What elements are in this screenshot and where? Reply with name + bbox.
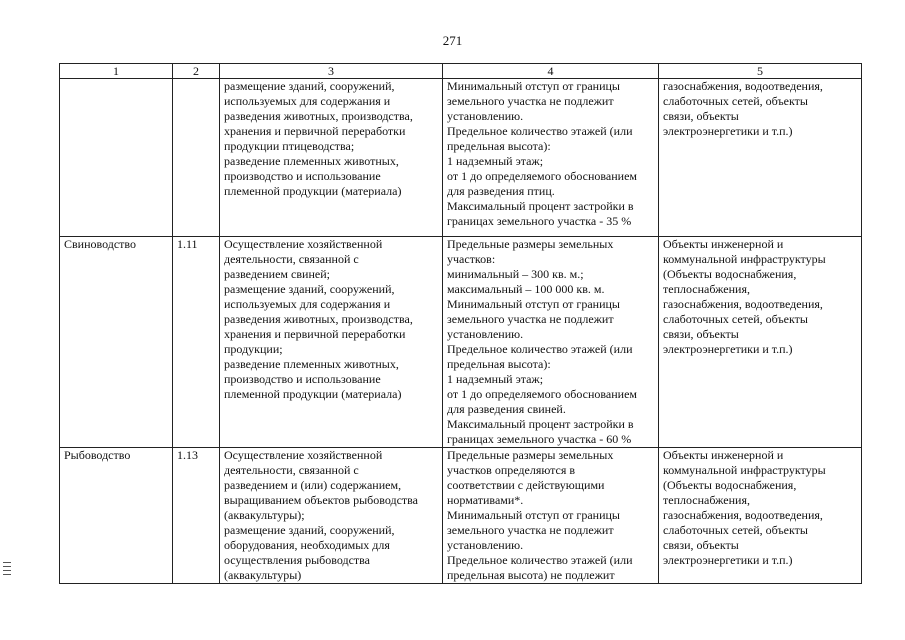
infrastructure-line: связи, объекты	[663, 327, 739, 341]
parameters-line: предельная высота):	[447, 357, 551, 371]
infrastructure-line: слаботочных сетей, объекты	[663, 94, 808, 108]
description-line: выращиванием объектов рыбоводства	[224, 493, 418, 507]
parameters-line: установлению.	[447, 327, 524, 341]
description-line: племенной продукции (материала)	[224, 184, 402, 198]
parameters-line: Предельные размеры земельных	[447, 448, 614, 462]
parameters-line: Предельные размеры земельных	[447, 237, 614, 251]
row-code-cell: 1.11	[173, 237, 220, 448]
infrastructure-line: (Объекты водоснабжения,	[663, 478, 797, 492]
table-row	[60, 237, 862, 448]
description-line: используемых для содержания и	[224, 94, 391, 108]
margin-marks	[3, 562, 11, 578]
description-line: размещение зданий, сооружений,	[224, 79, 395, 93]
parameters-line: Предельное количество этажей (или	[447, 342, 633, 356]
description-line: Осуществление хозяйственной	[224, 448, 383, 462]
parameters-line: минимальный – 300 кв. м.;	[447, 267, 584, 281]
infrastructure-line: коммунальной инфраструктуры	[663, 463, 826, 477]
description-line: производство и использование	[224, 372, 381, 386]
description-line: разведением и (или) содержанием,	[224, 478, 402, 492]
header-row	[60, 64, 862, 79]
infrastructure-line: газоснабжения, водоотведения,	[663, 297, 823, 311]
parameters-line: предельная высота):	[447, 139, 551, 153]
infrastructure-line: газоснабжения, водоотведения,	[663, 508, 823, 522]
description-line: разведения животных, производства,	[224, 109, 413, 123]
infrastructure-cell	[659, 79, 862, 237]
parameters-cell	[443, 237, 659, 448]
infrastructure-line: слаботочных сетей, объекты	[663, 523, 808, 537]
description-line: размещение зданий, сооружений,	[224, 523, 395, 537]
parameters-line: Предельное количество этажей (или	[447, 124, 633, 138]
description-cell	[220, 448, 443, 584]
parameters-line: границах земельного участка - 35 %	[447, 214, 632, 228]
parameters-line: Предельное количество этажей (или	[447, 553, 633, 567]
parameters-line: земельного участка не подлежит	[447, 523, 614, 537]
parameters-line: Минимальный отступ от границы	[447, 508, 620, 522]
infrastructure-line: Объекты инженерной и	[663, 448, 784, 462]
description-line: хранения и первичной переработки	[224, 327, 406, 341]
parameters-line: нормативами*.	[447, 493, 524, 507]
description-line: разведение племенных животных,	[224, 357, 399, 371]
description-line: производство и использование	[224, 169, 381, 183]
parameters-line: Максимальный процент застройки в	[447, 417, 634, 431]
description-cell	[220, 237, 443, 448]
description-line: продукции птицеводства;	[224, 139, 355, 153]
infrastructure-line: коммунальной инфраструктуры	[663, 252, 826, 266]
parameters-line: максимальный – 100 000 кв. м.	[447, 282, 605, 296]
parameters-line: Минимальный отступ от границы	[447, 79, 620, 93]
column-header-5: 5	[659, 64, 862, 79]
description-line: размещение зданий, сооружений,	[224, 282, 395, 296]
parameters-line: 1 надземный этаж;	[447, 372, 544, 386]
parameters-line: границах земельного участка - 60 %	[447, 432, 632, 446]
description-line: оборудования, необходимых для	[224, 538, 390, 552]
infrastructure-cell	[659, 448, 862, 584]
parameters-line: установлению.	[447, 538, 524, 552]
description-line: продукции;	[224, 342, 283, 356]
row-code-cell: 1.13	[173, 448, 220, 584]
infrastructure-line: электроэнергетики и т.п.)	[663, 553, 793, 567]
infrastructure-line: связи, объекты	[663, 109, 739, 123]
parameters-line: участков:	[447, 252, 496, 266]
description-line: деятельности, связанной с	[224, 252, 359, 266]
infrastructure-line: электроэнергетики и т.п.)	[663, 124, 793, 138]
column-header-3: 3	[220, 64, 443, 79]
infrastructure-line: (Объекты водоснабжения,	[663, 267, 797, 281]
parameters-line: земельного участка не подлежит	[447, 312, 614, 326]
parameters-line: участков определяются в	[447, 463, 576, 477]
description-line: хранения и первичной переработки	[224, 124, 406, 138]
table-row	[60, 448, 862, 584]
row-name-cell: Свиноводство	[60, 237, 173, 448]
parameters-line: от 1 до определяемого обоснованием	[447, 387, 638, 401]
infrastructure-line: слаботочных сетей, объекты	[663, 312, 808, 326]
land-use-table	[59, 63, 862, 584]
page-number: 271	[442, 33, 463, 48]
infrastructure-line: Объекты инженерной и	[663, 237, 784, 251]
description-line: Осуществление хозяйственной	[224, 237, 383, 251]
parameters-line: для разведения свиней.	[447, 402, 566, 416]
column-header-4: 4	[443, 64, 659, 79]
parameters-line: для разведения птиц.	[447, 184, 555, 198]
infrastructure-line: связи, объекты	[663, 538, 739, 552]
description-line: осуществления рыбоводства	[224, 553, 371, 567]
parameters-line: установлению.	[447, 109, 524, 123]
description-line: разведения животных, производства,	[224, 312, 413, 326]
column-header-2: 2	[173, 64, 220, 79]
parameters-cell	[443, 79, 659, 237]
description-line: используемых для содержания и	[224, 297, 391, 311]
table-body	[60, 79, 862, 584]
parameters-line: Минимальный отступ от границы	[447, 297, 620, 311]
parameters-line: предельная высота) не подлежит	[447, 568, 615, 582]
description-line: разведение племенных животных,	[224, 154, 399, 168]
infrastructure-line: электроэнергетики и т.п.)	[663, 342, 793, 356]
column-header-1: 1	[60, 64, 173, 79]
row-code-cell	[173, 79, 220, 237]
infrastructure-line: газоснабжения, водоотведения,	[663, 79, 823, 93]
description-line: племенной продукции (материала)	[224, 387, 402, 401]
description-cell	[220, 79, 443, 237]
description-line: разведением свиней;	[224, 267, 330, 281]
row-name-cell	[60, 79, 173, 237]
parameters-line: Максимальный процент застройки в	[447, 199, 634, 213]
parameters-line: соответствии с действующими	[447, 478, 605, 492]
parameters-line: земельного участка не подлежит	[447, 94, 614, 108]
infrastructure-cell	[659, 237, 862, 448]
infrastructure-line: теплоснабжения,	[663, 493, 750, 507]
parameters-line: 1 надземный этаж;	[447, 154, 544, 168]
row-name-cell: Рыбоводство	[60, 448, 173, 584]
description-line: (аквакультуры);	[224, 508, 305, 522]
description-line: деятельности, связанной с	[224, 463, 359, 477]
table-row	[60, 79, 862, 237]
parameters-line: от 1 до определяемого обоснованием	[447, 169, 638, 183]
infrastructure-line: теплоснабжения,	[663, 282, 750, 296]
description-line: (аквакультуры)	[224, 568, 302, 582]
parameters-cell	[443, 448, 659, 584]
